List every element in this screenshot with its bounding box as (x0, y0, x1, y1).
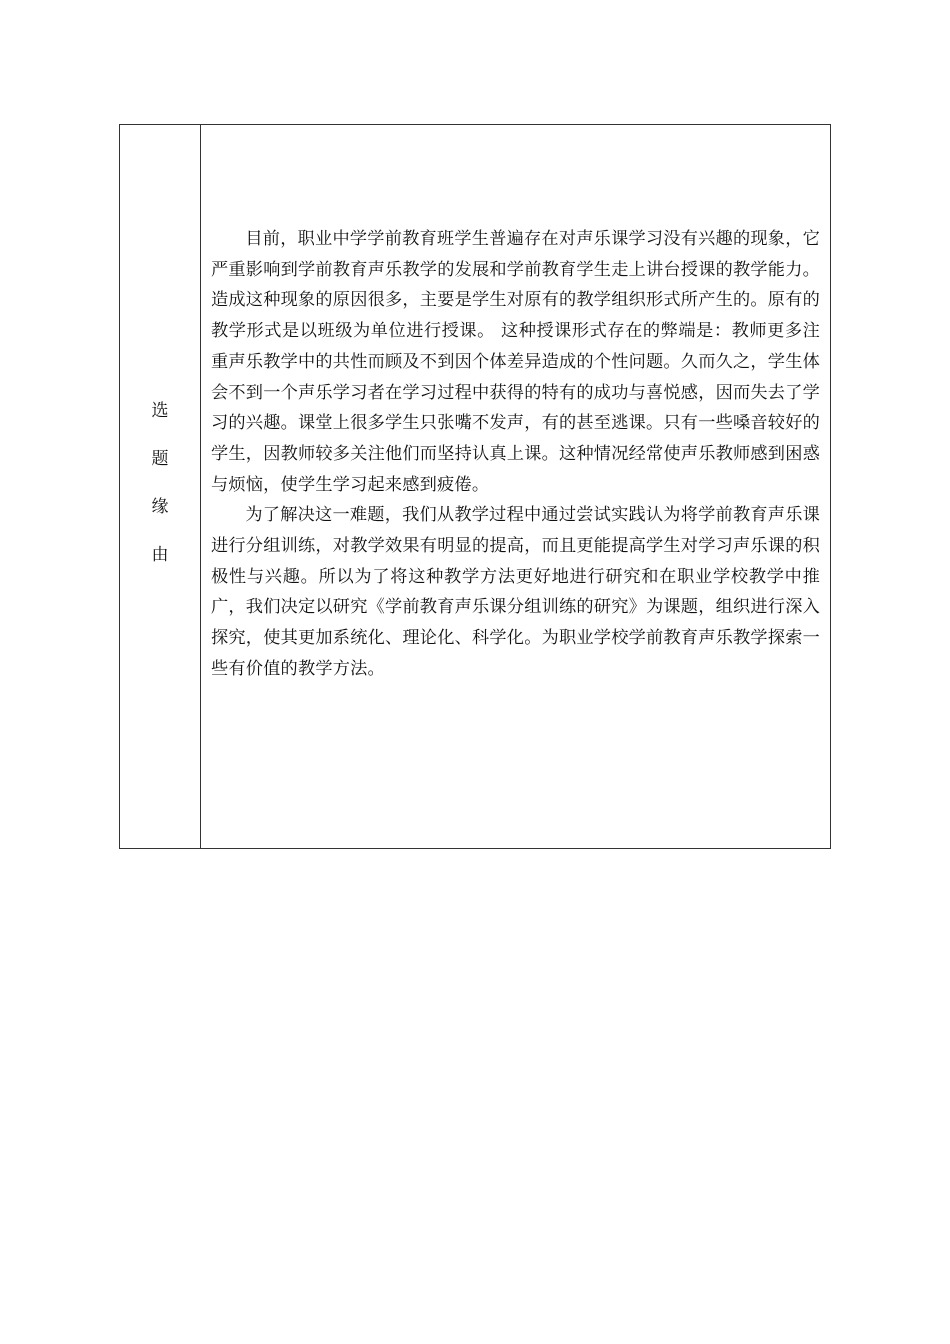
topic-reason-table (119, 124, 831, 849)
row-label-cell (120, 125, 201, 848)
content-cell (201, 125, 830, 848)
row-label-char: 题 (151, 449, 169, 469)
row-label-char: 选 (151, 401, 169, 421)
row-label-char: 缘 (151, 497, 169, 517)
content-paragraph: 目前，职业中学学前教育班学生普遍存在对声乐课学习没有兴趣的现象，它严重影响到学前教育声乐教学的发展和学前教育学生走上讲台授课的教学能力。造成这种现象的原因很多，主要是学生对原有的教学组织形式所产生的。原有的教学形式是以班级为单位进行授课。 这种授课形式存在的弊端是：教师更多注重声乐教学中的共性而顾及不到因个体差异造成的个性问题。久而久之，学生体会不到一个声乐学习者在学习过程中获得的特有的成功与喜悦感，因而失去了学习的兴趣。课堂上很多学生只张嘴不发声，有的甚至逃课。只有一些嗓音较好的学生，因教师较多关注他们而坚持认真上课。这种情况经常使声乐教师感到困惑与烦恼，使学生学习起来感到疲倦。 (211, 229, 820, 495)
row-label-char: 由 (151, 545, 169, 565)
content-paragraph: 为了解决这一难题，我们从教学过程中通过尝试实践认为将学前教育声乐课进行分组训练，对教学效果有明显的提高，而且更能提高学生对学习声乐课的积极性与兴趣。所以为了将这种教学方法更好地进行研究和在职业学校教学中推广，我们决定以研究《学前教育声乐课分组训练的研究》为课题，组织进行深入探究，使其更加系统化、理论化、科学化。为职业学校学前教育声乐教学探索一些有价值的教学方法。 (211, 505, 820, 679)
